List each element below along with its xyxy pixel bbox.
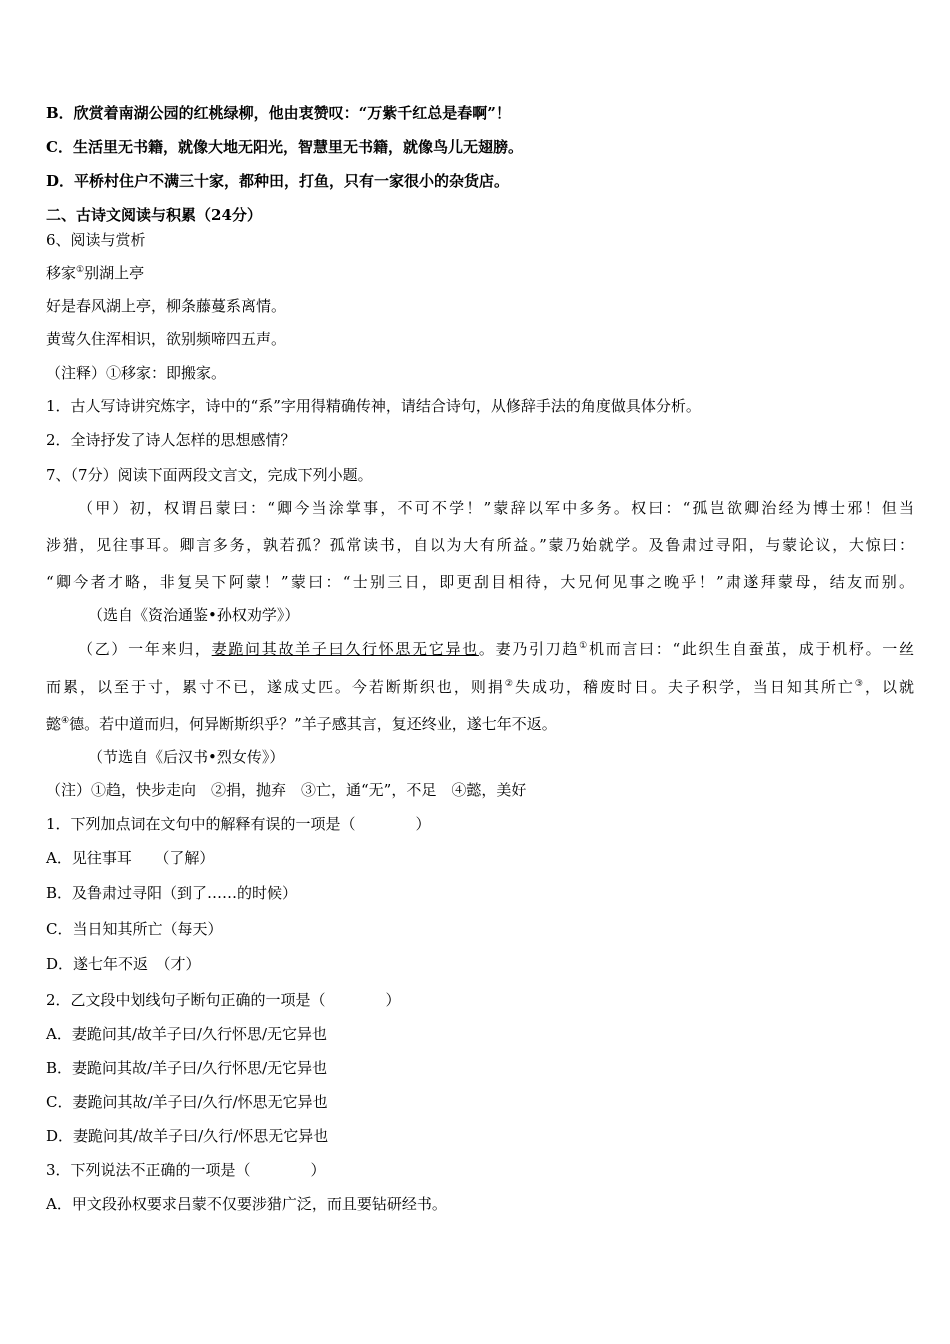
q6-heading: 6、阅读与赏析 — [46, 231, 146, 249]
yi-text: 。妻乃引刀趋 — [478, 640, 580, 658]
q7-s2-option-c: C．妻跪问其故/羊子曰/久行/怀思无它异也 — [46, 1093, 328, 1111]
q7-s2-option-a: A．妻跪问其/故羊子曰/久行怀思/无它异也 — [46, 1025, 327, 1043]
yi-text: 德。若中道而归，何异断斯织乎？”羊子感其言，复还终业，遂七年不返。 — [69, 715, 557, 733]
jia-source: （选自《资治通鉴•孙权劝学》） — [88, 606, 300, 624]
note-mark: ① — [579, 641, 589, 651]
poem-title-note-mark: ① — [76, 265, 85, 275]
yi-text: 机而言曰：“此织生自蚕茧，成于机杼。一丝 — [588, 640, 914, 658]
note-mark: ② — [504, 679, 515, 689]
note-mark: ④ — [61, 716, 70, 726]
q7-heading: 7、（7分）阅读下面两段文言文，完成下列小题。 — [46, 466, 373, 484]
yi-text: （乙）一年来归， — [78, 640, 212, 658]
yi-text: ，以就 — [865, 678, 914, 696]
yi-line-2 — [46, 677, 914, 697]
yi-text: 懿 — [46, 715, 62, 733]
q7-s2-option-b: B．妻跪问其故/羊子曰/久行怀思/无它异也 — [46, 1059, 328, 1077]
option-d: D．平桥村住户不满三十家，都种田，打鱼，只有一家很小的杂货店。 — [46, 172, 510, 190]
yi-line-3 — [46, 714, 910, 734]
poem-note: （注释）①移家：即搬家。 — [46, 364, 227, 382]
q6-sub2: 2．全诗抒发了诗人怎样的思想感情？ — [46, 431, 296, 449]
poem-line-2: 黄莺久住浑相识，欲别频啼四五声。 — [46, 330, 287, 348]
jia-line-3: “卿今者才略，非复吴下阿蒙！”蒙曰：“士别三日，即更刮目相待，大兄何见事之晚乎！”肃遂拜蒙母，结友而别。 — [46, 573, 914, 591]
yi-line-1 — [78, 639, 914, 659]
q7-s3-option-a: A．甲文段孙权要求吕蒙不仅要涉猎广泛，而且要钻研经书。 — [46, 1195, 447, 1213]
jia-line-2: 涉猎，见往事耳。卿言多务，孰若孤？孤常读书，自以为大有所益。”蒙乃始就学。及鲁肃过寻阳，与蒙论议，大惊曰： — [46, 536, 914, 554]
q7-s1-option-b: B．及鲁肃过寻阳（到了……的时候） — [46, 884, 298, 902]
yi-source: （节选自《后汉书•烈女传》） — [88, 748, 285, 766]
yi-text: 失成功，稽废时日。夫子积学，当日知其所亡 — [514, 678, 855, 696]
q7-s1-stem: 1．下列加点词在文句中的解释有误的一项是（ ） — [46, 815, 431, 833]
yi-text: 而累，以至于寸，累寸不已，遂成丈匹。今若断斯织也，则捐 — [46, 678, 505, 696]
note-mark: ③ — [854, 679, 865, 689]
q7-s2-option-d: D．妻跪问其/故羊子曰/久行/怀思无它异也 — [46, 1127, 329, 1145]
option-c: C．生活里无书籍，就像大地无阳光，智慧里无书籍，就像鸟儿无翅膀。 — [46, 138, 523, 156]
q7-s1-option-a: A．见往事耳 （了解） — [46, 849, 215, 867]
jia-line-1: （甲）初，权谓吕蒙曰：“卿今当涂掌事，不可不学！”蒙辞以军中多务。权曰：“孤岂欲卿治经为博士邪！但当 — [78, 499, 914, 517]
option-b: B．欣赏着南湖公园的红桃绿柳，他由衷赞叹：“万紫千红总是春啊”！ — [46, 104, 511, 122]
q7-s2-stem: 2．乙文段中划线句子断句正确的一项是（ ） — [46, 991, 401, 1009]
underlined-sentence: 妻跪问其故羊子曰久行怀思无它异也 — [211, 640, 479, 658]
q7-s1-option-d: D．遂七年不返 （才） — [46, 955, 201, 973]
poem-title-text-2: 别湖上亭 — [84, 264, 145, 282]
poem-title-text: 移家 — [46, 264, 77, 282]
q6-sub1: 1．古人写诗讲究炼字，诗中的“系”字用得精确传神，请结合诗句，从修辞手法的角度做具体分析。 — [46, 397, 701, 415]
poem-line-1: 好是春风湖上亭，柳条藤蔓系离情。 — [46, 297, 287, 315]
q7-s1-option-c: C．当日知其所亡（每天） — [46, 920, 223, 938]
yi-notes: （注）①趋，快步走向 ②捐，抛弃 ③亡，通“无”，不足 ④懿，美好 — [46, 781, 527, 799]
q7-s3-stem: 3．下列说法不正确的一项是（ ） — [46, 1161, 326, 1179]
section-title: 二、古诗文阅读与积累（24分） — [46, 206, 262, 224]
poem-title — [46, 263, 910, 283]
